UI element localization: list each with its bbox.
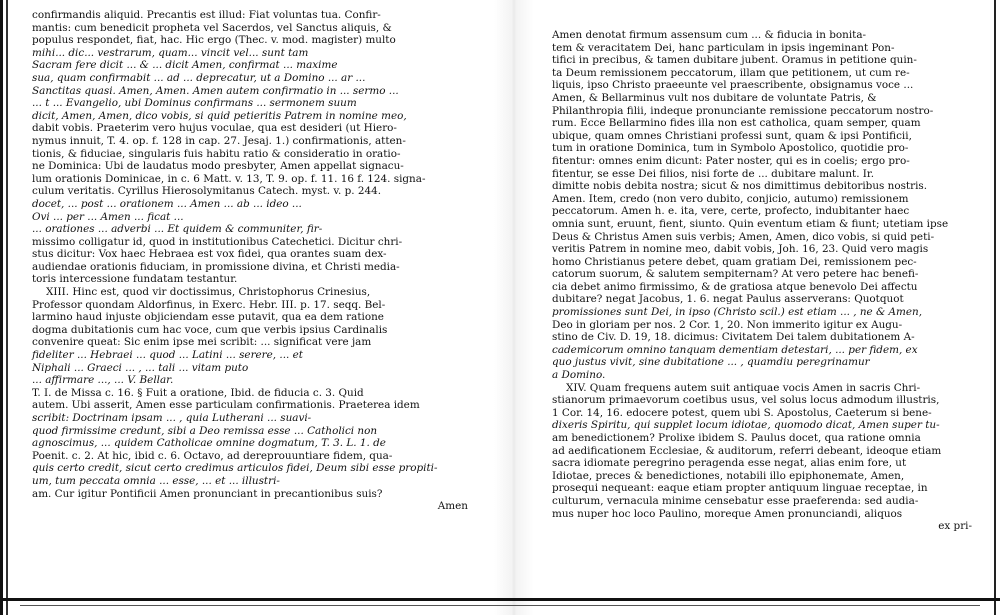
text-line: stianorum primaevorum coetibus usus, vel solus locus admodum illustris,	[552, 394, 940, 407]
text-line: dogma dubitationis cum hac voce, cum que verbis ipsius Cardinalis	[32, 323, 388, 336]
text-line: tionis, & fiduciae, singularis fuis habitu ratio & consideratio in oratio-	[32, 147, 401, 160]
text-line: larmino haud injuste objiciendam esse putavit, qua ea dem ratione	[32, 311, 384, 324]
text-line: lum orationis Dominicae, in c. 6 Matt. v. 13, T. 9. op. f. 11. 16 f. 124. signa-	[32, 172, 426, 185]
text-line: Amen. Item, credo (non vero dubito, conjicio, autumo) remissionem	[552, 192, 909, 205]
text-line: ... orationes ... adverbi ... Et quidem & communiter, fir-	[32, 223, 323, 236]
text-line: dimitte nobis debita nostra; sicut & nos dimittimus debitoribus nostris.	[552, 180, 928, 193]
catchword: Amen	[437, 500, 468, 513]
text-line: scribit: Doctrinam ipsam ... , quia Lutherani ... suavi-	[32, 412, 312, 424]
bottom-scan-edge	[0, 598, 1000, 601]
text-line: quod firmissime credunt, sibi a Deo remissa esse ... Catholici non	[32, 424, 378, 437]
text-line: Professor quondam Aldorfinus, in Exerc. Hebr. III. p. 17. seqq. Bel-	[32, 298, 386, 311]
text-line: omnia sunt, eruunt, fient, siunto. Quin eventum etiam & fiunt; utetiam ipse	[552, 217, 949, 230]
text-line: nymus innuit, T. 4. op. f. 128 in cap. 27. Jesaj. 1.) confirmationis, atten-	[32, 134, 406, 147]
text-line: veritis Patrem in nomine meo, dabit vobis, Joh. 16, 23. Quid vero magis	[552, 243, 929, 256]
text-line: mantis: cum benedicit propheta vel Sacerdos, vel Sanctus aliquis, &	[32, 21, 392, 34]
text-line: cademicorum omnino tanquam dementiam detestari, ... per fidem, ex	[552, 343, 918, 356]
text-line: liquis, ipso Christo praeeunte vel praescribente, obsignamus voce ...	[552, 79, 914, 92]
text-line: a Domino.	[552, 369, 606, 382]
text-line: mihi... dic... vestrarum, quam... vincit vel... sunt tam	[32, 46, 309, 59]
text-line: ... t ... Evangelio, ubi Dominus confirmans ... sermonem suum	[32, 97, 357, 110]
text-line: fitentur: omnes enim dicunt: Pater noster, qui es in coelis; ergo pro-	[552, 154, 910, 167]
text-line: homo Christianus petere debet, quam gratiam Dei, remissionem pec-	[552, 255, 917, 268]
text-line: mus nuper hoc loco Paulino, moreque Amen pronunciandi, aliquos	[552, 507, 903, 520]
text-line: peccatorum. Amen h. e. ita, vere, certe, profecto, indubitanter haec	[552, 205, 910, 218]
book-gutter	[494, 0, 534, 615]
text-line: sua, quam confirmabit ... ad ... deprecatur, ut a Domino ... ar ...	[32, 71, 366, 84]
catchword: ex pri-	[938, 520, 972, 533]
text-line: ad aedificationem Ecclesiae, & auditorum, referri debeant, ideoque etiam	[552, 444, 942, 457]
text-line: XIV. Quam frequens autem suit antiquae vocis Amen in sacris Chri-	[566, 381, 921, 394]
text-line: catorum suorum, & salutem sempiternam? At vero petere hac benefi-	[552, 268, 919, 281]
text-line: quis certo credit, sicut certo credimus articulos fidei, Deum sibi esse propiti-	[32, 462, 438, 475]
text-line: Deo in gloriam per nos. 2 Cor. 1, 20. Non immerito igitur ex Augu-	[552, 318, 903, 331]
text-line: rum. Ecce Bellarmino fides illa non est catholica, quam semper, quam	[552, 117, 921, 130]
text-line: audiendae orationis fiduciam, in promissione divina, et Christi media-	[32, 260, 400, 273]
left-scan-edge	[0, 0, 14, 615]
text-line: Idiotae, preces & benedictiones, notabili illo epiphonemate, Amen,	[552, 469, 905, 482]
text-line: ta Deum remissionem peccatorum, illam que petitionem, ut cum re-	[552, 66, 910, 79]
text-line: dabit vobis. Praeterim vero hujus voculae, qua est desideri (ut Hiero-	[32, 122, 397, 135]
text-line: stus dicitur: Vox haec Hebraea est vox fidei, qua orantes suam dex-	[32, 248, 387, 261]
text-line: am. Cur igitur Pontificii Amen pronunciant in precantionibus suis?	[32, 487, 383, 500]
text-line: stino de Civ. D. 19, 18. dicimus: Civitatem Dei talem dubitationem A-	[552, 331, 915, 344]
text-line: Sacram fere dicit ... & ... dicit Amen, confirmat ... maxime	[32, 59, 338, 72]
text-line: missimo colligatur id, quod in institutionibus Catechetici. Dicitur chri-	[32, 235, 403, 248]
text-line: Philanthropia filii, indeque pronunciante remissione peccatorum nostro-	[552, 104, 934, 117]
text-line: Niphali ... Graeci ... , ... tali ... vitam puto	[32, 361, 249, 374]
text-line: fitentur, se esse Dei filios, nisi forte de ... dubitare malunt. Ir.	[552, 167, 875, 180]
text-line: docet, ... post ... orationem ... Amen ... ab ... ideo ...	[32, 197, 302, 210]
bottom-page-edge	[20, 605, 980, 606]
text-line: Amen, & Bellarminus vult nos dubitare de voluntate Patris, &	[552, 91, 877, 104]
text-line: um, tum peccata omnia ... esse, ... et ... illustri-	[32, 474, 280, 487]
text-line: culturum, vernacula minime censebatur esse praeferenda: sed audia-	[552, 494, 919, 507]
text-line: dubitare? negat Jacobus, 1. 6. negat Paulus asserverans: Quotquot	[552, 293, 904, 306]
text-line: tifici in precibus, & tamen dubitare jubent. Oramus in petitione quin-	[552, 54, 917, 67]
text-line: populus respondet, fiat, hac. Hic ergo (Thec. v. mod. magister) multo	[32, 34, 396, 47]
text-line: XIII. Hinc est, quod vir doctissimus, Christophorus Crinesius,	[46, 286, 371, 299]
text-line: 1 Cor. 14, 16. edocere potest, quem ubi S. Apostolus, Caeterum si bene-	[552, 406, 932, 419]
text-line: toris intercessione fundatam testantur.	[32, 273, 238, 286]
text-line: am benedictionem? Prolixe ibidem S. Paulus docet, qua ratione omnia	[552, 432, 921, 444]
text-line: Sanctitas quasi. Amen, Amen. Amen autem confirmatio in ... sermo ...	[32, 84, 399, 97]
text-line: dicit, Amen, Amen, dico vobis, si quid petieritis Patrem in nomine meo,	[32, 109, 407, 122]
text-line: autem. Ubi asserit, Amen esse particulam confirmationis. Praeterea idem	[32, 399, 420, 412]
text-line: ubique, quam omnes Christiani professi sunt, quam & ipsi Pontificii,	[552, 129, 912, 142]
text-line: Poenit. c. 2. At hic, ibid c. 6. Octavo, ad dereprouuntiare fidem, qua-	[32, 449, 393, 462]
text-line: Amen denotat firmum assensum cum ... & fiducia in bonita-	[552, 29, 867, 41]
text-line: culum veritatis. Cyrillus Hierosolymitanus Catech. myst. v. p. 244.	[32, 185, 382, 198]
text-line: dixeris Spiritu, qui supplet locum idiotae, quomodo dicat, Amen super tu-	[552, 419, 940, 432]
text-line: Ovi ... per ... Amen ... ficat ...	[32, 210, 184, 223]
right-page	[552, 29, 978, 533]
text-line: ne Dominica: Ubi de laudatus modo presbyter, Amen appellat signacu-	[32, 160, 404, 173]
text-line: Deus & Christus Amen suis verbis; Amen, Amen, dico vobis, si quid peti-	[552, 230, 935, 243]
left-page	[32, 9, 474, 513]
text-line: cia debet animo firmissimo, & de gratiosa atque benevolo Dei affectu	[552, 280, 918, 293]
text-line: T. I. de Missa c. 16. § Fuit a oratione, Ibid. de fiducia c. 3. Quid	[32, 386, 364, 399]
text-line: prosequi nequeant: eaque etiam propter antiquum linguae receptae, in	[552, 482, 928, 495]
text-line: quo justus vivit, sine dubitatione ... , quamdiu peregrinamur	[552, 356, 870, 369]
text-line: sacra idiomate peregrino peragenda esse negat, alias enim fore, ut	[552, 457, 907, 470]
text-line: confirmandis aliquid. Precantis est illud: Fiat voluntas tua. Confir-	[32, 9, 381, 21]
text-line: agnoscimus, ... quidem Catholicae omnine dogmatum, T. 3. L. 1. de	[32, 437, 386, 450]
text-line: tem & veracitatem Dei, hanc particulam in ipsis ingeminant Pon-	[552, 41, 895, 54]
text-line: ... affirmare ..., ... V. Bellar.	[32, 374, 174, 387]
right-scan-edge	[990, 0, 1000, 615]
text-line: promissiones sunt Dei, in ipso (Christo scil.) est etiam ... , ne & Amen,	[552, 306, 923, 319]
text-line: tum in oratione Dominica, tum in Symbolo Apostolico, quotidie pro-	[552, 142, 909, 155]
text-line: convenire queat: Sic enim ipse mei scribit: ... significat vere jam	[32, 336, 372, 349]
text-line: fideliter ... Hebraei ... quod ... Latini ... serere, ... et	[32, 349, 303, 362]
